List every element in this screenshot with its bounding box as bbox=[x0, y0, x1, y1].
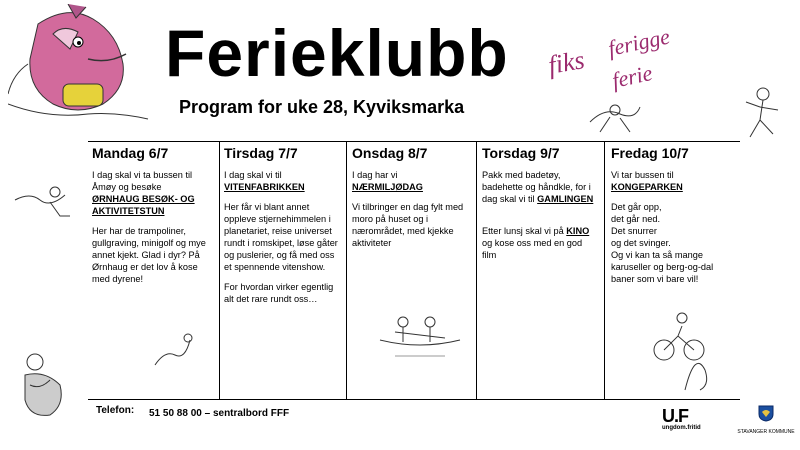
page-subtitle: Program for uke 28, Kyviksmarka bbox=[179, 97, 465, 117]
day-text: Vi tar bussen til bbox=[611, 170, 674, 180]
stavanger-kommune-logo bbox=[736, 404, 796, 435]
table-bottom-rule bbox=[88, 399, 740, 400]
rowing-boat-illustration bbox=[375, 312, 465, 362]
page-title: Ferieklubb bbox=[165, 16, 509, 90]
uf-logo-mark: U.F bbox=[662, 406, 688, 426]
day-heading: Fredag 10/7 bbox=[611, 145, 689, 161]
day-heading: Onsdag 8/7 bbox=[352, 145, 428, 161]
poem-line: det går ned. bbox=[611, 214, 661, 224]
day-heading: Torsdag 9/7 bbox=[482, 145, 560, 161]
running-figure-illustration bbox=[585, 92, 645, 137]
poem-line: Det snurrer bbox=[611, 226, 657, 236]
phone-label: Telefon: bbox=[96, 405, 135, 416]
activity-name: KINO bbox=[566, 226, 590, 236]
day-column-tuesday bbox=[224, 142, 344, 396]
column-divider bbox=[219, 141, 220, 399]
day-description: For hvordan virker egentlig alt det rare rundt oss… bbox=[224, 282, 334, 304]
day-heading: Tirsdag 7/7 bbox=[224, 145, 298, 161]
girl-illustration bbox=[10, 350, 80, 420]
activity-name: NÆRMILJØDAG bbox=[352, 182, 423, 192]
column-divider bbox=[604, 141, 605, 399]
svg-text:ferie: ferie bbox=[609, 60, 655, 93]
uf-logo-subtitle: ungdom.fritid bbox=[662, 425, 701, 431]
fiks-ferigge-ferie-logo bbox=[548, 26, 698, 96]
swimmer-illustration bbox=[150, 330, 195, 375]
spiral-doodle-illustration bbox=[680, 345, 715, 395]
phone-value: 51 50 88 00 – sentralbord FFF bbox=[149, 408, 290, 419]
day-heading: Mandag 6/7 bbox=[92, 145, 169, 161]
mascot-illustration bbox=[8, 4, 158, 124]
day-description: Her får vi blant annet oppleve stjernehimmelen i planetariet, reise universet rundt i romskipet, løse gåter og puslerier, og få med oss et spennende vitenshow. bbox=[224, 202, 338, 272]
day-text: og kose oss med en god film bbox=[482, 238, 583, 260]
poem-line: og det svinger. bbox=[611, 238, 671, 248]
ungdom-fritid-logo bbox=[662, 406, 701, 431]
day-description: Her har de trampoliner, gullgraving, minigolf og mye annet kjekt. Glad i dyr? På Ørnhaug er det lov å kose med dyrene! bbox=[92, 226, 206, 284]
activity-name: VITENFABRIKKEN bbox=[224, 182, 305, 192]
stavanger-kommune-name: STAVANGER KOMMUNE bbox=[737, 429, 795, 435]
column-divider bbox=[346, 141, 347, 399]
svg-text:ferigge: ferigge bbox=[605, 26, 673, 61]
column-divider bbox=[476, 141, 477, 399]
day-text: I dag skal vi til bbox=[224, 170, 282, 180]
activity-name: GAMLINGEN bbox=[537, 194, 594, 204]
coat-of-arms-icon bbox=[757, 404, 775, 422]
dancing-figure-illustration bbox=[10, 180, 75, 220]
activity-name: ØRNHAUG BESØK- OG AKTIVITETSTUN bbox=[92, 194, 195, 216]
day-description: Vi tilbringer en dag fylt med moro på huset og i nærområdet, med kjekke aktiviteter bbox=[352, 202, 464, 248]
day-column-thursday bbox=[482, 142, 602, 396]
svg-text:fiks: fiks bbox=[548, 45, 587, 80]
poem-line: Det går opp, bbox=[611, 202, 662, 212]
day-text: Etter lunsj skal vi på bbox=[482, 226, 567, 236]
poem-line: Og vi kan ta så mange karuseller og berg-og-dal baner som vi bare vil! bbox=[611, 250, 714, 284]
day-text: I dag har vi bbox=[352, 170, 398, 180]
activity-name: KONGEPARKEN bbox=[611, 182, 683, 192]
jumping-figure-illustration bbox=[738, 82, 793, 142]
day-text: Pakk med badetøy, badehette og håndkle, for i dag skal vi til bbox=[482, 170, 591, 204]
day-text: I dag skal vi ta bussen til Åmøy og besøke bbox=[92, 170, 193, 192]
